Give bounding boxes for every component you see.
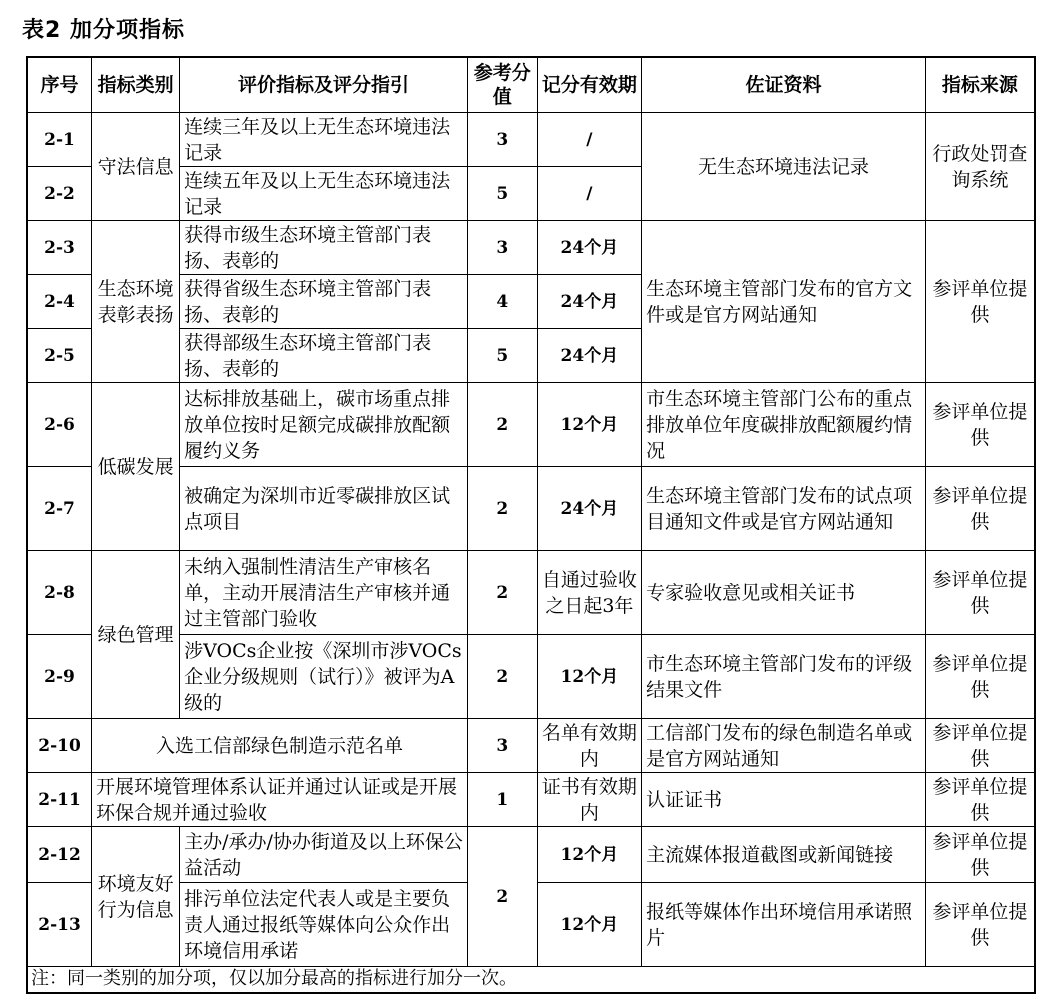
row-category: 守法信息: [92, 113, 180, 221]
row-criteria: 获得省级生态环境主管部门表扬、表彰的: [180, 275, 468, 329]
row-evidence: 生态环境主管部门发布的试点项目通知文件或是官方网站通知: [642, 467, 926, 551]
header-score: 参考分值: [467, 57, 537, 113]
row-score: 2: [467, 827, 537, 967]
row-score: 4: [467, 275, 537, 329]
header-source: 指标来源: [925, 57, 1035, 113]
row-source: 参评单位提供: [925, 883, 1035, 967]
row-score: 5: [467, 329, 537, 383]
row-score: 1: [467, 773, 537, 827]
row-validity: 12个月: [537, 883, 641, 967]
row-id: 2-1: [27, 113, 92, 167]
row-evidence: 专家验收意见或相关证书: [642, 551, 926, 635]
row-validity: 24个月: [537, 275, 641, 329]
table-row: [27, 773, 1035, 827]
row-validity: 24个月: [537, 467, 641, 551]
table-row: [27, 221, 1035, 275]
row-criteria: 获得部级生态环境主管部门表扬、表彰的: [180, 329, 468, 383]
row-category: 生态环境表彰表扬: [92, 221, 180, 383]
row-validity: 12个月: [537, 635, 641, 719]
row-category: 绿色管理: [92, 551, 180, 719]
row-evidence: 市生态环境主管部门公布的重点排放单位年度碳排放配额履约情况: [642, 383, 926, 467]
row-validity: /: [537, 167, 641, 221]
row-evidence: 工信部门发布的绿色制造名单或是官方网站通知: [642, 719, 926, 773]
row-evidence: 生态环境主管部门发布的官方文件或是官方网站通知: [642, 221, 926, 383]
row-id: 2-9: [27, 635, 92, 719]
row-validity: 自通过验收之日起3年: [537, 551, 641, 635]
row-criteria: 连续三年及以上无生态环境违法记录: [180, 113, 468, 167]
row-evidence: 主流媒体报道截图或新闻链接: [642, 827, 926, 883]
row-score: 2: [467, 551, 537, 635]
row-score: 5: [467, 167, 537, 221]
row-criteria: 排污单位法定代表人或是主要负责人通过报纸等媒体向公众作出环境信用承诺: [180, 883, 468, 967]
row-evidence: 市生态环境主管部门发布的评级结果文件: [642, 635, 926, 719]
row-source: 参评单位提供: [925, 827, 1035, 883]
row-source: 参评单位提供: [925, 719, 1035, 773]
row-id: 2-8: [27, 551, 92, 635]
header-validity: 记分有效期: [537, 57, 641, 113]
row-id: 2-7: [27, 467, 92, 551]
row-id: 2-3: [27, 221, 92, 275]
row-criteria: 被确定为深圳市近零碳排放区试点项目: [180, 467, 468, 551]
table-row: [27, 113, 1035, 167]
header-evidence: 佐证资料: [642, 57, 926, 113]
row-score: 3: [467, 113, 537, 167]
table-row: [27, 383, 1035, 467]
row-criteria: 连续五年及以上无生态环境违法记录: [180, 167, 468, 221]
row-id: 2-6: [27, 383, 92, 467]
row-id: 2-11: [27, 773, 92, 827]
row-criteria: 涉VOCs企业按《深圳市涉VOCs企业分级规则（试行）》被评为A级的: [180, 635, 468, 719]
row-evidence: 认证证书: [642, 773, 926, 827]
row-criteria: 获得市级生态环境主管部门表扬、表彰的: [180, 221, 468, 275]
row-validity: 12个月: [537, 383, 641, 467]
row-evidence: 无生态环境违法记录: [642, 113, 926, 221]
row-score: 2: [467, 383, 537, 467]
row-score: 3: [467, 719, 537, 773]
header-category: 指标类别: [92, 57, 180, 113]
row-id: 2-5: [27, 329, 92, 383]
row-validity: /: [537, 113, 641, 167]
header-criteria: 评价指标及评分指引: [180, 57, 468, 113]
row-criteria: 入选工信部绿色制造示范名单: [92, 719, 468, 773]
row-validity: 24个月: [537, 329, 641, 383]
header-seq: 序号: [27, 57, 92, 113]
row-source: 参评单位提供: [925, 221, 1035, 383]
row-id: 2-4: [27, 275, 92, 329]
row-criteria: 达标排放基础上，碳市场重点排放单位按时足额完成碳排放配额履约义务: [180, 383, 468, 467]
row-id: 2-10: [27, 719, 92, 773]
row-source: 参评单位提供: [925, 467, 1035, 551]
note-row: [27, 967, 1035, 993]
row-validity: 名单有效期内: [537, 719, 641, 773]
row-source: 参评单位提供: [925, 773, 1035, 827]
row-source: 参评单位提供: [925, 551, 1035, 635]
row-evidence: 报纸等媒体作出环境信用承诺照片: [642, 883, 926, 967]
row-source: 参评单位提供: [925, 383, 1035, 467]
table-row: [27, 719, 1035, 773]
row-source: 行政处罚查询系统: [925, 113, 1035, 221]
row-criteria: 未纳入强制性清洁生产审核名单，主动开展清洁生产审核并通过主管部门验收: [180, 551, 468, 635]
table-note: 注：同一类别的加分项，仅以加分最高的指标进行加分一次。: [27, 967, 1035, 993]
row-validity: 证书有效期内: [537, 773, 641, 827]
table-row: [27, 551, 1035, 635]
row-source: 参评单位提供: [925, 635, 1035, 719]
table-row: [27, 827, 1035, 883]
header-row: [27, 57, 1035, 113]
table-title: 表2 加分项指标: [22, 18, 185, 43]
row-category: 环境友好行为信息: [92, 827, 180, 967]
bonus-indicator-table: [26, 56, 1036, 994]
row-score: 2: [467, 635, 537, 719]
row-score: 2: [467, 467, 537, 551]
row-id: 2-13: [27, 883, 92, 967]
row-id: 2-12: [27, 827, 92, 883]
row-category: 低碳发展: [92, 383, 180, 551]
row-validity: 12个月: [537, 827, 641, 883]
row-criteria: 开展环境管理体系认证并通过认证或是开展环保合规并通过验收: [92, 773, 468, 827]
row-score: 3: [467, 221, 537, 275]
row-criteria: 主办/承办/协办街道及以上环保公益活动: [180, 827, 468, 883]
row-id: 2-2: [27, 167, 92, 221]
row-validity: 24个月: [537, 221, 641, 275]
